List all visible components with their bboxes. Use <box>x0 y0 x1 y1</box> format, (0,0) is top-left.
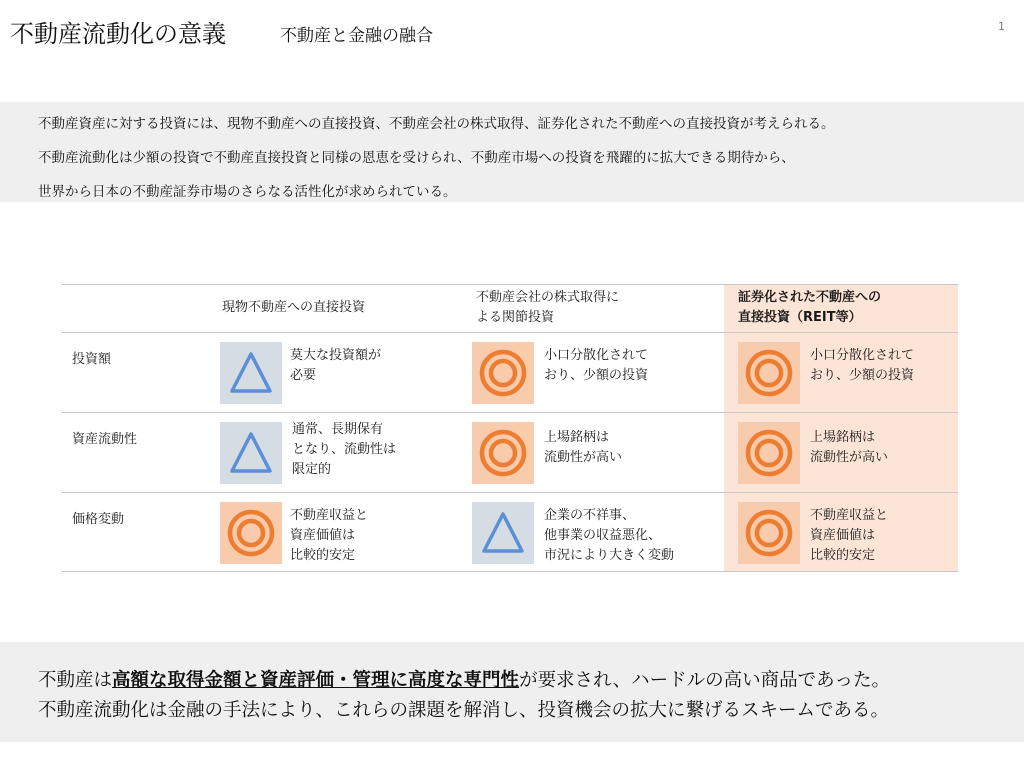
cell-line: 流動性が高い <box>810 450 889 465</box>
summary-line-1 <box>38 666 890 692</box>
column-header-label: 証券化された不動産への <box>738 290 882 305</box>
summary-text: 不動産は <box>38 670 113 691</box>
cell-line: 不動産収益と <box>290 508 369 523</box>
summary-box <box>0 642 1024 742</box>
cell-line: 必要 <box>290 368 317 383</box>
table-cell <box>810 506 888 566</box>
summary-line-2: 不動産流動化は金融の手法により、これらの課題を解消し、投資機会の拡大に繋げるスキームである。 <box>38 700 890 721</box>
cell-line: 不動産収益と <box>810 508 889 523</box>
table-row-rule <box>62 412 958 413</box>
column-header-label: 不動産会社の株式取得に <box>476 290 620 305</box>
double-circle-icon <box>738 422 800 484</box>
row-header-investment: 投資額 <box>72 352 112 367</box>
cell-line: 上場銘柄は <box>810 430 876 445</box>
page-number: 1 <box>998 20 1005 33</box>
cell-line: 資産価値は <box>810 528 876 543</box>
cell-line: 流動性が高い <box>544 450 623 465</box>
intro-line-1: 不動産資産に対する投資には、現物不動産への直接投資、不動産会社の株式取得、証券化された不動産への直接投資が考えられる。 <box>38 116 835 132</box>
triangle-icon <box>472 502 534 564</box>
intro-box <box>0 102 1024 202</box>
column-header-stock <box>476 288 619 328</box>
cell-line: 小口分散化されて <box>544 348 649 363</box>
cell-line: 莫大な投資額が <box>290 348 382 363</box>
table-header-rule <box>62 332 958 333</box>
table-cell <box>544 346 648 386</box>
column-header-reit <box>738 288 881 328</box>
cell-line: おり、少額の投資 <box>810 368 915 383</box>
cell-line: 上場銘柄は <box>544 430 610 445</box>
summary-emphasis: 管理に高度な専門性 <box>352 670 520 691</box>
table-cell <box>810 428 888 468</box>
page-subtitle: 不動産と金融の融合 <box>280 26 433 46</box>
row-header-liquidity: 資産流動性 <box>72 432 138 447</box>
table-cell <box>544 428 622 468</box>
table-bottom-rule <box>62 571 958 572</box>
table-cell <box>544 506 674 566</box>
double-circle-icon <box>472 342 534 404</box>
comparison-table <box>62 284 958 572</box>
cell-line: 比較的安定 <box>290 548 356 563</box>
summary-text: が要求され、ハードルの高い商品であった。 <box>519 670 890 691</box>
cell-line: おり、少額の投資 <box>544 368 649 383</box>
cell-line: 比較的安定 <box>810 548 876 563</box>
cell-line: 企業の不祥事、 <box>544 508 636 523</box>
double-circle-icon <box>738 502 800 564</box>
summary-emphasis: ・ <box>334 670 353 691</box>
cell-line: 通常、長期保有 <box>292 422 384 437</box>
column-header-label: 現物不動産への直接投資 <box>222 300 366 315</box>
page-title: 不動産流動化の意義 <box>10 20 226 48</box>
table-top-rule <box>62 284 958 285</box>
cell-line: 限定的 <box>292 462 332 477</box>
column-header-label: よる関節投資 <box>476 310 555 325</box>
table-cell <box>290 506 368 566</box>
column-header-label: 直接投資（REIT等） <box>738 310 862 325</box>
table-cell <box>292 420 396 480</box>
triangle-icon <box>220 342 282 404</box>
double-circle-icon <box>738 342 800 404</box>
double-circle-icon <box>220 502 282 564</box>
triangle-icon <box>220 422 282 484</box>
column-header-direct <box>222 298 365 318</box>
intro-line-2: 不動産流動化は少額の投資で不動産直接投資と同様の恩恵を受けられ、不動産市場への投資を飛躍的に拡大できる期待から、 <box>38 150 795 166</box>
cell-line: 市況により大きく変動 <box>544 548 675 563</box>
intro-line-3: 世界から日本の不動産証券市場のさらなる活性化が求められている。 <box>38 184 457 200</box>
cell-line: となり、流動性は <box>292 442 397 457</box>
double-circle-icon <box>472 422 534 484</box>
summary-emphasis: 高額な取得金額と資産評価 <box>112 670 335 691</box>
table-row-rule <box>62 492 958 493</box>
row-header-price-volatility: 価格変動 <box>72 512 125 527</box>
cell-line: 他事業の収益悪化、 <box>544 528 662 543</box>
table-cell <box>810 346 914 386</box>
cell-line: 資産価値は <box>290 528 356 543</box>
table-cell <box>290 346 381 386</box>
cell-line: 小口分散化されて <box>810 348 915 363</box>
